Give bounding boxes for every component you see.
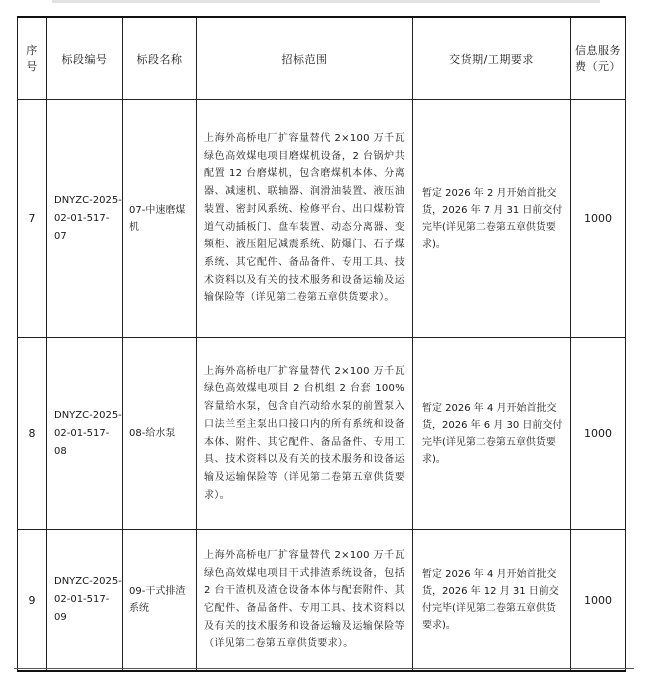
cell-code: DNYZC-2025-02-01-517-08 — [47, 338, 123, 530]
cell-seq: 7 — [18, 100, 47, 338]
table-row — [18, 530, 626, 672]
cell-delivery: 暂定 2026 年 4 月开始首批交货，2026 年 6 月 30 日前交付完毕(详见第二卷第五章供货要求)。 — [413, 338, 571, 530]
top-divider — [52, 0, 600, 3]
bid-section-table — [17, 16, 626, 672]
cell-fee: 1000 — [571, 338, 626, 530]
header-name: 标段名称 — [123, 17, 197, 100]
table-header-row — [18, 17, 626, 100]
header-scope: 招标范围 — [197, 17, 413, 100]
cell-seq: 9 — [18, 530, 47, 672]
cell-scope: 上海外高桥电厂扩容量替代 2×100 万千瓦绿色高效煤电项目 2 台机组 2 台套 100%容量给水泵，包含自汽动给水泵的前置泵入口法兰至主泵出口接口内的所有系统和设备本体、附件、其它配件、备品备件、专用工具、技术资料以及有关的技术服务和设备运输及运输保险等（详见第二卷第五章供货要求）。 — [197, 338, 413, 530]
cell-code: DNYZC-2025-02-01-517-07 — [47, 100, 123, 338]
cell-fee: 1000 — [571, 530, 626, 672]
table-row — [18, 338, 626, 530]
cell-scope: 上海外高桥电厂扩容量替代 2×100 万千瓦绿色高效煤电项目干式排渣系统设备，包括 2 台干渣机及渣仓设备本体与配套附件、其它配件、备品备件、专用工具、技术资料以及有关的技术服务和设备运输及运输保险等（详见第二卷第五章供货要求）。 — [197, 530, 413, 672]
cell-scope: 上海外高桥电厂扩容量替代 2×100 万千瓦绿色高效煤电项目磨煤机设备，2 台锅炉共配置 12 台磨煤机，包含磨煤机本体、分离器、减速机、联轴器、润滑油装置、液压油装置、密封风系统、检修平台、出口煤粉管道气动插板门、盘车装置、动态分离器、变频柜、液压阻尼减震系统、防爆门、石子煤系统、其它配件、备品备件、专用工具、技术资料以及有关的技术服务和设备运输及运输保险等（详见第二卷第五章供货要求）。 — [197, 100, 413, 338]
cell-seq: 8 — [18, 338, 47, 530]
header-seq: 序号 — [18, 17, 47, 100]
bottom-divider — [14, 668, 634, 669]
table-row — [18, 100, 626, 338]
header-fee: 信息服务费（元） — [571, 17, 626, 100]
header-code: 标段编号 — [47, 17, 123, 100]
cell-fee: 1000 — [571, 100, 626, 338]
cell-delivery: 暂定 2026 年 2 月开始首批交货，2026 年 7 月 31 日前交付完毕(详见第二卷第五章供货要求)。 — [413, 100, 571, 338]
cell-delivery: 暂定 2026 年 4 月开始首批交货，2026 年 12 月 31 日前交付完毕(详见第二卷第五章供货要求)。 — [413, 530, 571, 672]
cell-name: 07-中速磨煤机 — [123, 100, 197, 338]
cell-name: 09-干式排渣系统 — [123, 530, 197, 672]
header-delivery: 交货期/工期要求 — [413, 17, 571, 100]
cell-name: 08-给水泵 — [123, 338, 197, 530]
cell-code: DNYZC-2025-02-01-517-09 — [47, 530, 123, 672]
